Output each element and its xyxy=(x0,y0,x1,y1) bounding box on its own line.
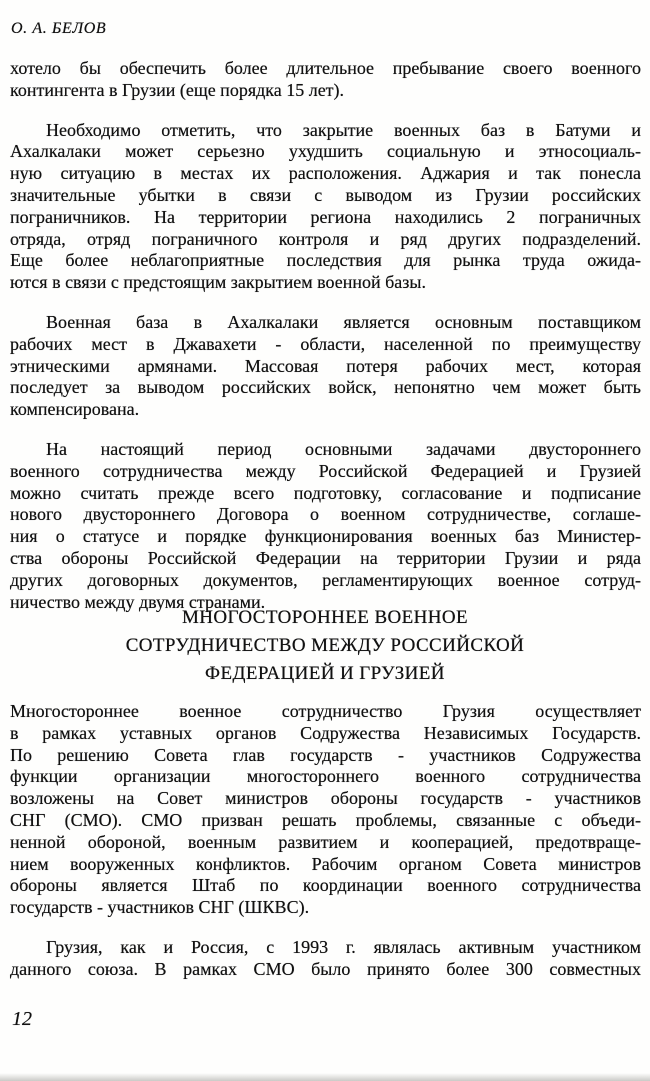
section-heading-line: МНОГОСТОРОННЕЕ ВОЕННОЕ xyxy=(181,607,469,628)
text-line: отряда, отряд пограничного контроля и ряд других подразделений. xyxy=(10,228,641,249)
text-line: ются в связи с предстоящим закрытием военной базы. xyxy=(10,272,426,293)
text-line: На настоящий период основными задачами двустороннего xyxy=(46,438,641,459)
body-text-top xyxy=(10,58,641,631)
text-line: ную ситуацию в местах их расположения. Аджария и так понесла xyxy=(10,163,641,184)
text-line: рабочих мест в Джавахети - области, населенной по преимуществу xyxy=(10,333,641,354)
text-line: других договорных документов, регламентирующих военное сотруд- xyxy=(10,569,641,590)
text-line: обороны является Штаб по координации военного сотрудничества xyxy=(10,875,641,896)
text-line: ненной обороной, военным развитием и кооперацией, предотвраще- xyxy=(10,831,641,852)
text-line: Военная база в Ахалкалаки является основным поставщиком xyxy=(46,311,641,332)
body-text-bottom xyxy=(10,701,641,999)
text-line: СНГ (СМО). СМО призван решать проблемы, связанные с объеди- xyxy=(10,809,641,830)
text-line: ства обороны Российской Федерации на территории Грузии и ряда xyxy=(10,547,641,568)
text-line: Еще более неблагоприятные последствия для рынка труда ожида- xyxy=(10,250,641,271)
text-line: нового двустороннего Договора о военном сотрудничестве, соглаше- xyxy=(10,504,641,525)
text-line: хотело бы обеспечить более длительное пребывание своего военного xyxy=(10,58,641,78)
text-line: пограничников. На территории региона находились 2 пограничных xyxy=(10,206,641,227)
text-line: ничество между двумя странами. xyxy=(10,591,266,612)
text-line: последует за выводом российских войск, непонятно чем может быть xyxy=(10,377,641,398)
text-line: в рамках уставных органов Содружества Независимых Государств. xyxy=(10,722,641,743)
text-line: компенсирована. xyxy=(10,399,140,420)
text-line: можно считать прежде всего подготовку, согласование и подписание xyxy=(10,482,641,503)
section-heading-line: СОТРУДНИЧЕСТВО МЕЖДУ РОССИЙСКОЙ xyxy=(125,635,525,656)
text-line: нием вооруженных конфликтов. Рабочим органом Совета министров xyxy=(10,853,641,874)
text-line: этническими армянами. Массовая потеря рабочих мест, которая xyxy=(10,355,641,376)
text-line: государств - участников СНГ (ШКВС). xyxy=(10,897,310,918)
page-number: 12 xyxy=(12,1008,32,1030)
section-heading-line: ФЕДЕРАЦИЕЙ И ГРУЗИЕЙ xyxy=(205,663,445,684)
running-header-author: О. А. БЕЛОВ xyxy=(11,20,107,37)
text-line: значительные убытки в связи с выводом из Грузии российских xyxy=(10,184,641,205)
text-line: Необходимо отметить, что закрытие военных баз в Батуми и xyxy=(46,119,641,140)
section-heading xyxy=(0,604,650,688)
text-line: Грузия, как и Россия, с 1993 г. являлась активным участником xyxy=(46,936,641,957)
text-line: функции организации многостороннего военного сотрудничества xyxy=(10,766,641,787)
text-line: данного союза. В рамках СМО было принято более 300 совместных xyxy=(10,958,641,979)
text-line: По решению Совета глав государств - участников Содружества xyxy=(10,744,641,765)
text-line: ния о статусе и порядке функционирования военных баз Министер- xyxy=(10,526,641,547)
text-line: контингента в Грузии (еще порядка 15 лет). xyxy=(10,79,345,100)
scan-edge-shadow xyxy=(0,1073,650,1081)
text-line: возложены на Совет министров обороны государств - участников xyxy=(10,788,641,809)
text-line: Ахалкалаки может серьезно ухудшить социальную и этносоциаль- xyxy=(10,141,641,162)
text-line: Многостороннее военное сотрудничество Грузия осуществляет xyxy=(10,701,641,721)
text-line: военного сотрудничества между Российской Федерацией и Грузией xyxy=(10,460,641,481)
